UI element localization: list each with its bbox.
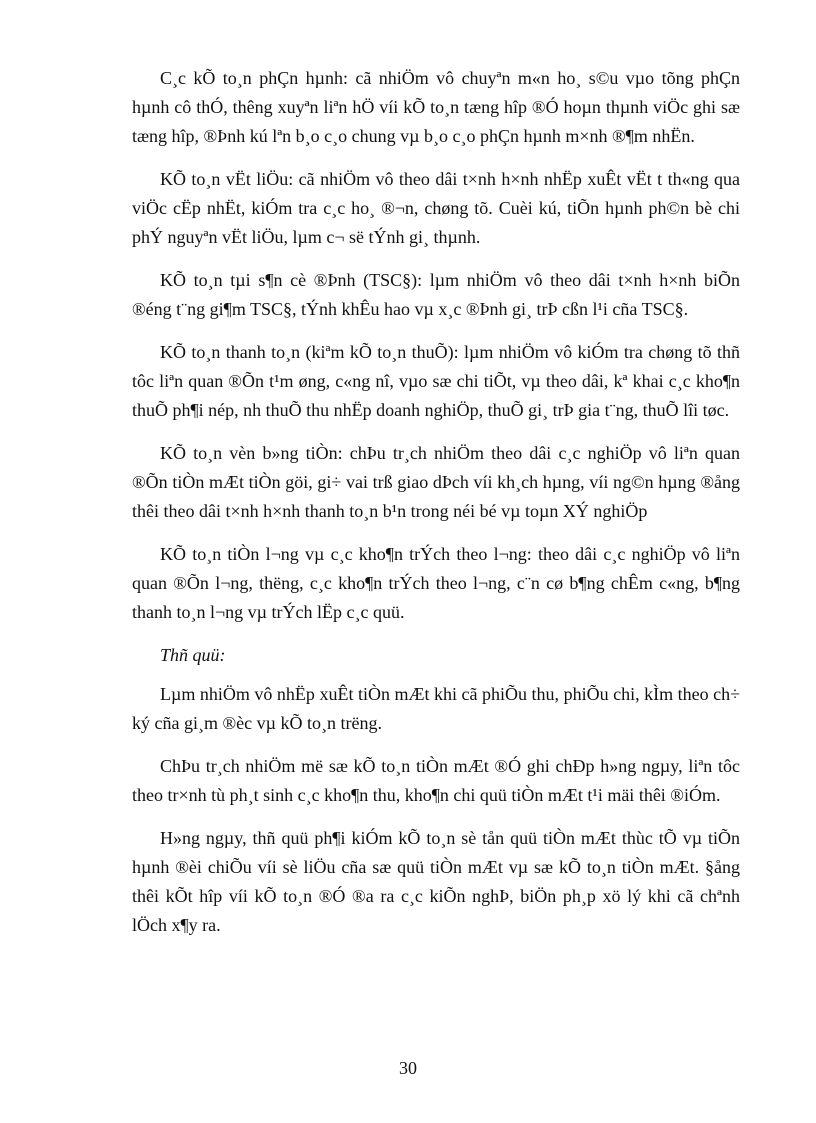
paragraph-treasurer-duty-1: Lµm nhiÖm vô nhËp xuÊt tiÒn mÆt khi cã phiÕu thu, phiÕu chi, kÌm theo ch÷ ký cña gi¸m ®èc vµ kÕ to¸n trëng. bbox=[132, 684, 740, 733]
paragraph-cash-accountant: KÕ to¸n vèn b»ng tiÒn: chÞu tr¸ch nhiÖm theo dâi c¸c nghiÖp vô liªn quan ®Õn tiÒn mÆt tiÒn göi, gi÷ vai trß giao dÞch víi kh¸ch hµng, víi ng©n hµng ®ång thêi theo dâi t×nh h×nh thanh to¸n b¹n trong néi bé vµ toµn XÝ nghiÖp bbox=[132, 443, 740, 521]
paragraph-materials-accountant: KÕ to¸n vËt liÖu: cã nhiÖm vô theo dâi t×nh h×nh nhËp xuÊt vËt t th«ng qua viÖc cËp nhËt, kiÓm tra c¸c ho¸ ®¬n, chøng tõ. Cuèi kú, tiÕn hµnh ph©n bè chi phÝ nguyªn vËt liÖu, lµm c¬ së tÝnh gi¸ thµnh. bbox=[132, 169, 740, 247]
page-content bbox=[132, 64, 740, 954]
paragraph-treasurer-duty-3: H»ng ngµy, thñ quü ph¶i kiÓm kÕ to¸n sè tån quü tiÒn mÆt thùc tÕ vµ tiÕn hµnh ®èi chiÕu víi sè liÖu cña sæ quü tiÒn mÆt vµ sæ kÕ to¸n tiÒn mÆt. §ång thêi kÕt hîp víi kÕ to¸n ®Ó ®a ra c¸c kiÕn nghÞ, biÖn ph¸p xö lý khi cã chªnh lÖch x¶y ra. bbox=[132, 828, 740, 935]
paragraph-payroll-accountant: KÕ to¸n tiÒn l¬ng vµ c¸c kho¶n trÝch theo l¬ng: theo dâi c¸c nghiÖp vô liªn quan ®Õn l¬ng, thëng, c¸c kho¶n trÝch theo l¬ng, c¨n cø b¶ng chÊm c«ng, b¶ng thanh to¸n l¬ng vµ trÝch lËp c¸c quü. bbox=[132, 544, 740, 622]
paragraph-payments-accountant: KÕ to¸n thanh to¸n (kiªm kÕ to¸n thuÕ): lµm nhiÖm vô kiÓm tra chøng tõ thñ tôc liªn quan ®Õn t¹m øng, c«ng nî, vµo sæ chi tiÕt, vµ theo dâi, kª khai c¸c kho¶n thuÕ ph¶i nép, nh thuÕ thu nhËp doanh nghiÖp, thuÕ gi¸ trÞ gia t¨ng, thuÕ lîi tøc. bbox=[132, 342, 740, 420]
paragraph-component-accountants: C¸c kÕ to¸n phÇn hµnh: cã nhiÖm vô chuyªn m«n ho¸ s©u vµo tõng phÇn hµnh cô thÓ, thêng xuyªn liªn hÖ víi kÕ to¸n tæng hîp ®Ó hoµn thµnh viÖc ghi sæ tæng hîp, ®Þnh kú lªn b¸o c¸o chung vµ b¸o c¸o phÇn hµnh m×nh ®¶m nhËn. bbox=[132, 68, 740, 146]
section-heading-treasurer: Thñ quü: bbox=[160, 645, 226, 665]
paragraph-fixed-assets-accountant: KÕ to¸n tµi s¶n cè ®Þnh (TSC§): lµm nhiÖm vô theo dâi t×nh h×nh biÕn ®éng t¨ng gi¶m TSC§, tÝnh khÊu hao vµ x¸c ®Þnh gi¸ trÞ cßn l¹i cña TSC§. bbox=[132, 270, 740, 319]
page-number: 30 bbox=[399, 1058, 417, 1078]
paragraph-treasurer-duty-2: ChÞu tr¸ch nhiÖm më sæ kÕ to¸n tiÒn mÆt ®Ó ghi chÐp h»ng ngµy, liªn tôc theo tr×nh tù ph¸t sinh c¸c kho¶n thu, kho¶n chi quü tiÒn mÆt t¹i mäi thêi ®iÓm. bbox=[132, 756, 740, 805]
